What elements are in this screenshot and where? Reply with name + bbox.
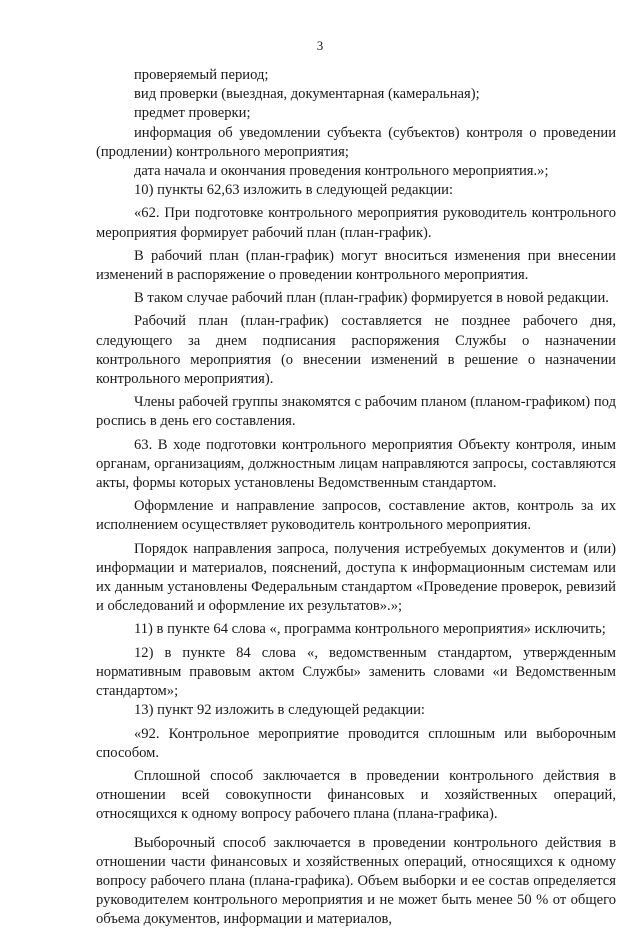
paragraph: «92. Контрольное мероприятие проводится сплошным или выборочным способом. (96, 725, 616, 761)
paragraph: «62. При подготовке контрольного мероприятия руководитель контрольного мероприятия формирует рабочий план (план-график). (96, 205, 616, 241)
paragraph: предмет проверки; (134, 105, 251, 122)
paragraph: 10) пункты 62,63 изложить в следующей редакции: (134, 182, 454, 199)
page-number: 3 (316, 38, 324, 53)
paragraph: В таком случае рабочий план (план-график) формируется в новой редакции. (134, 290, 609, 307)
paragraph: 11) в пункте 64 слова «, программа контрольного мероприятия» исключить; (134, 621, 606, 638)
document-body (96, 66, 616, 930)
paragraph: дата начала и окончания проведения контрольного мероприятия.»; (134, 163, 549, 180)
paragraph: Рабочий план (план-график) составляется не позднее рабочего дня, следующего за днем подписания распоряжения Службы о назначении контрольного мероприятия (о внесении изменений в решение о назначении контрольного мероприятия). (96, 313, 616, 388)
paragraph: Члены рабочей группы знакомятся с рабочим планом (планом-графиком) под роспись в день его составления. (96, 394, 616, 430)
paragraph: Порядок направления запроса, получения истребуемых документов и (или) информации и материалов, пояснений, доступа к информационным системам или их данным установлены Федеральным стандартом «Проведение проверок, ревизий и обследований и оформление их результатов».»; (96, 540, 616, 615)
paragraph: Сплошной способ заключается в проведении контрольного действия в отношении всей совокупности финансовых и хозяйственных операций, относящихся к одному вопросу рабочего плана (плана-графика). (96, 767, 616, 823)
paragraph: 63. В ходе подготовки контрольного мероприятия Объекту контроля, иным органам, организациям, должностным лицам направляются запросы, составляются акты, формы которых установлены Ведомственным стандартом. (96, 436, 616, 492)
paragraph: информация об уведомлении субъекта (субъектов) контроля о проведении (продлении) контрольного мероприятия; (96, 124, 616, 160)
paragraph: 13) пункт 92 изложить в следующей редакции: (134, 702, 425, 719)
paragraph: Выборочный способ заключается в проведении контрольного действия в отношении части финансовых и хозяйственных операций, относящихся к одному вопросу рабочего плана (плана-графика). Объем выборки и ее состав определяется руководителем контрольного мероприятия и не может быть менее 50 % от общего объема документов, информации и материалов, (96, 834, 616, 928)
paragraph: Оформление и направление запросов, составление актов, контроль за их исполнением осуществляет руководитель контрольного мероприятия. (96, 498, 616, 534)
paragraph: 12) в пункте 84 слова «, ведомственным стандартом, утвержденным нормативным правовым актом Службы» заменить словами «и Ведомственным стандартом»; (96, 644, 616, 700)
paragraph: проверяемый период; (134, 67, 269, 83)
paragraph: В рабочий план (план-график) могут вноситься изменения при внесении изменений в распоряжение о проведении контрольного мероприятия. (96, 247, 616, 284)
paragraph: вид проверки (выездная, документарная (камеральная); (134, 86, 480, 103)
